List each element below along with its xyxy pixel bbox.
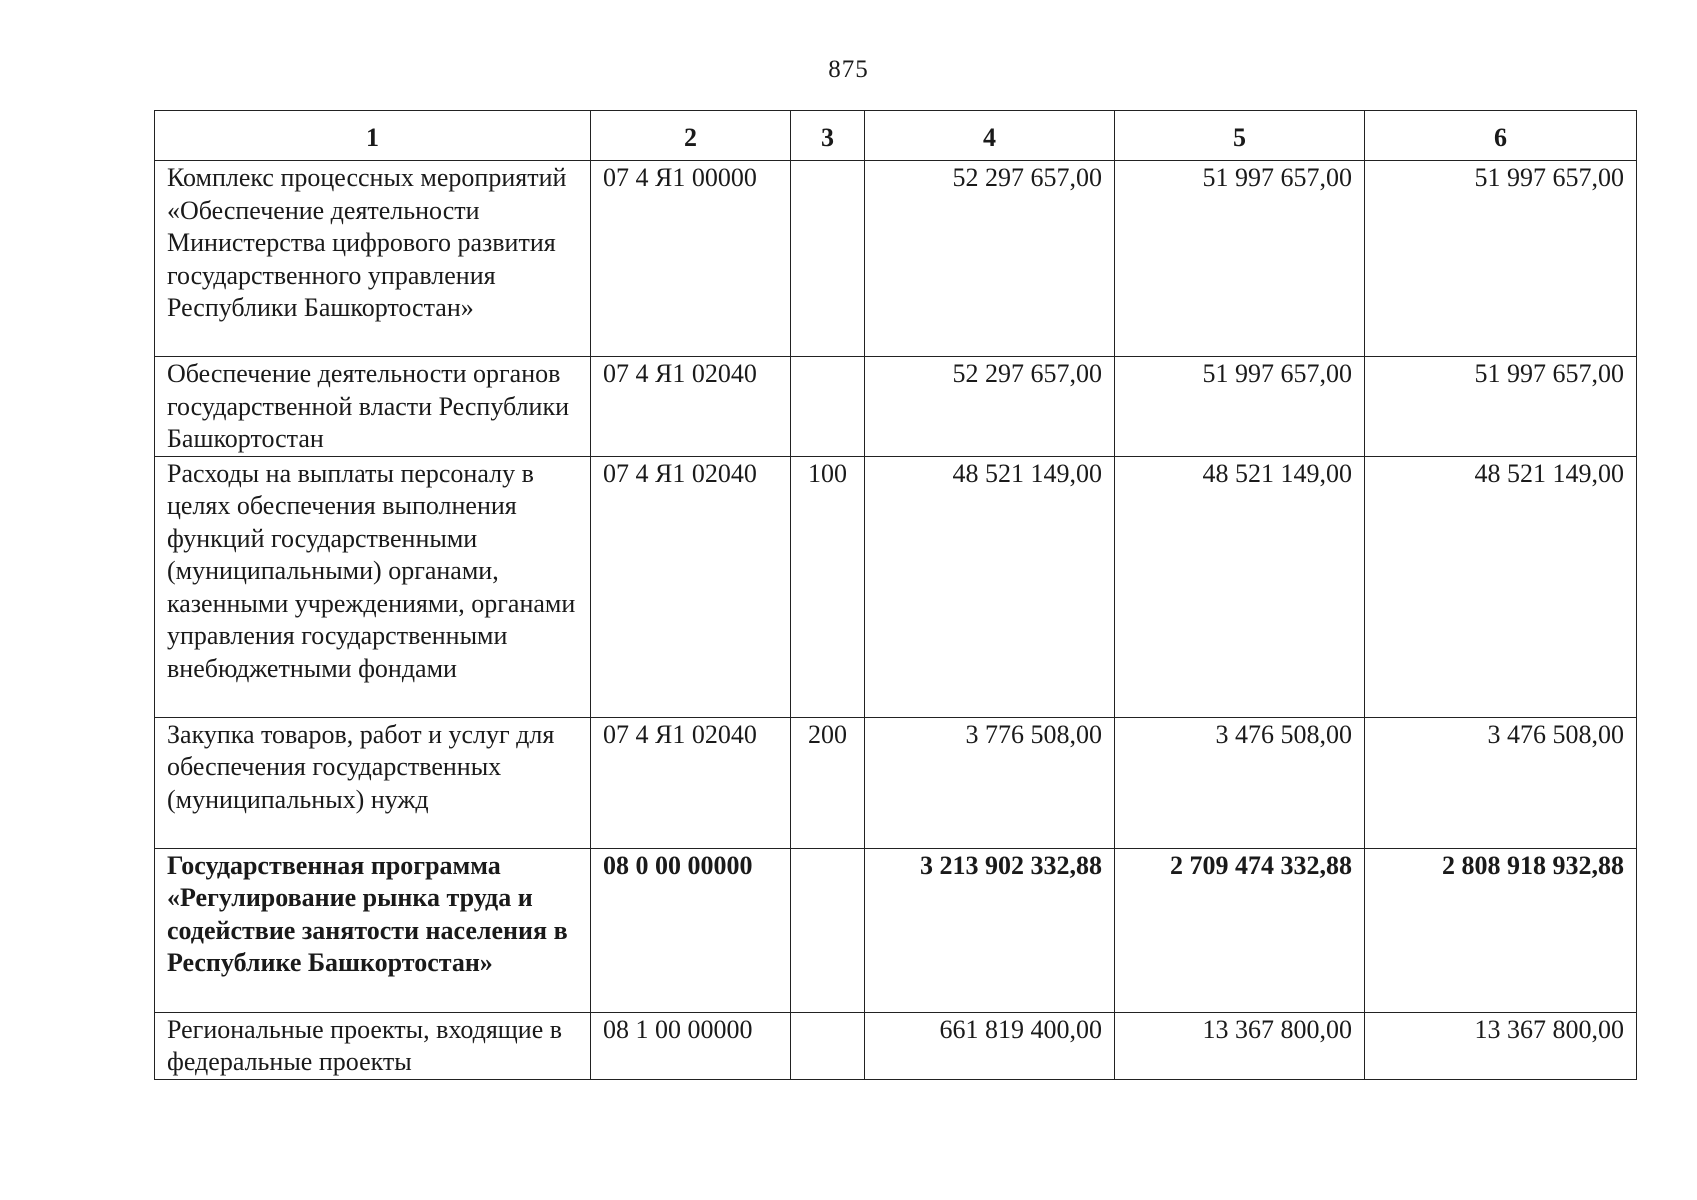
table-row <box>155 357 1637 457</box>
row-value-4: 661 819 400,00 <box>865 1012 1115 1079</box>
row-code: 07 4 Я1 02040 <box>591 717 791 848</box>
row-value-5: 13 367 800,00 <box>1115 1012 1365 1079</box>
header-col-2: 2 <box>591 111 791 161</box>
row-type <box>791 1012 865 1079</box>
table-row <box>155 1012 1637 1079</box>
table-row <box>155 717 1637 848</box>
header-col-5: 5 <box>1115 111 1365 161</box>
row-code: 08 1 00 00000 <box>591 1012 791 1079</box>
row-value-6: 48 521 149,00 <box>1365 456 1637 717</box>
row-code: 07 4 Я1 00000 <box>591 161 791 357</box>
row-value-4: 3 776 508,00 <box>865 717 1115 848</box>
row-code: 08 0 00 00000 <box>591 848 791 1012</box>
row-value-5: 2 709 474 332,88 <box>1115 848 1365 1012</box>
row-value-6: 3 476 508,00 <box>1365 717 1637 848</box>
budget-table <box>154 110 1637 1080</box>
row-name: Комплекс процессных мероприятий «Обеспечение деятельности Министерства цифрового развития государственного управления Республики Башкортостан» <box>155 161 591 357</box>
header-col-4: 4 <box>865 111 1115 161</box>
row-value-6: 51 997 657,00 <box>1365 161 1637 357</box>
row-name: Региональные проекты, входящие в федеральные проекты <box>155 1012 591 1079</box>
row-code: 07 4 Я1 02040 <box>591 456 791 717</box>
row-value-5: 51 997 657,00 <box>1115 357 1365 457</box>
row-name: Обеспечение деятельности органов государственной власти Республики Башкортостан <box>155 357 591 457</box>
header-col-1: 1 <box>155 111 591 161</box>
row-type: 100 <box>791 456 865 717</box>
row-name: Государственная программа «Регулирование рынка труда и содействие занятости населения в Республике Башкортостан» <box>155 848 591 1012</box>
row-type <box>791 848 865 1012</box>
table-row <box>155 161 1637 357</box>
header-row <box>155 111 1637 161</box>
row-type: 200 <box>791 717 865 848</box>
table-row <box>155 848 1637 1012</box>
row-type <box>791 357 865 457</box>
row-value-4: 52 297 657,00 <box>865 161 1115 357</box>
row-value-6: 51 997 657,00 <box>1365 357 1637 457</box>
row-value-5: 51 997 657,00 <box>1115 161 1365 357</box>
row-value-6: 2 808 918 932,88 <box>1365 848 1637 1012</box>
row-value-4: 3 213 902 332,88 <box>865 848 1115 1012</box>
row-value-6: 13 367 800,00 <box>1365 1012 1637 1079</box>
row-value-5: 48 521 149,00 <box>1115 456 1365 717</box>
row-name: Расходы на выплаты персоналу в целях обеспечения выполнения функций государственными (муниципальными) органами, казенными учреждениями, органами управления государственными внебюджетными фондами <box>155 456 591 717</box>
row-code: 07 4 Я1 02040 <box>591 357 791 457</box>
row-name: Закупка товаров, работ и услуг для обеспечения государственных (муниципальных) нужд <box>155 717 591 848</box>
page-number: 875 <box>828 56 869 83</box>
row-value-4: 48 521 149,00 <box>865 456 1115 717</box>
header-col-3: 3 <box>791 111 865 161</box>
table-row <box>155 456 1637 717</box>
row-value-4: 52 297 657,00 <box>865 357 1115 457</box>
row-value-5: 3 476 508,00 <box>1115 717 1365 848</box>
row-type <box>791 161 865 357</box>
header-col-6: 6 <box>1365 111 1637 161</box>
